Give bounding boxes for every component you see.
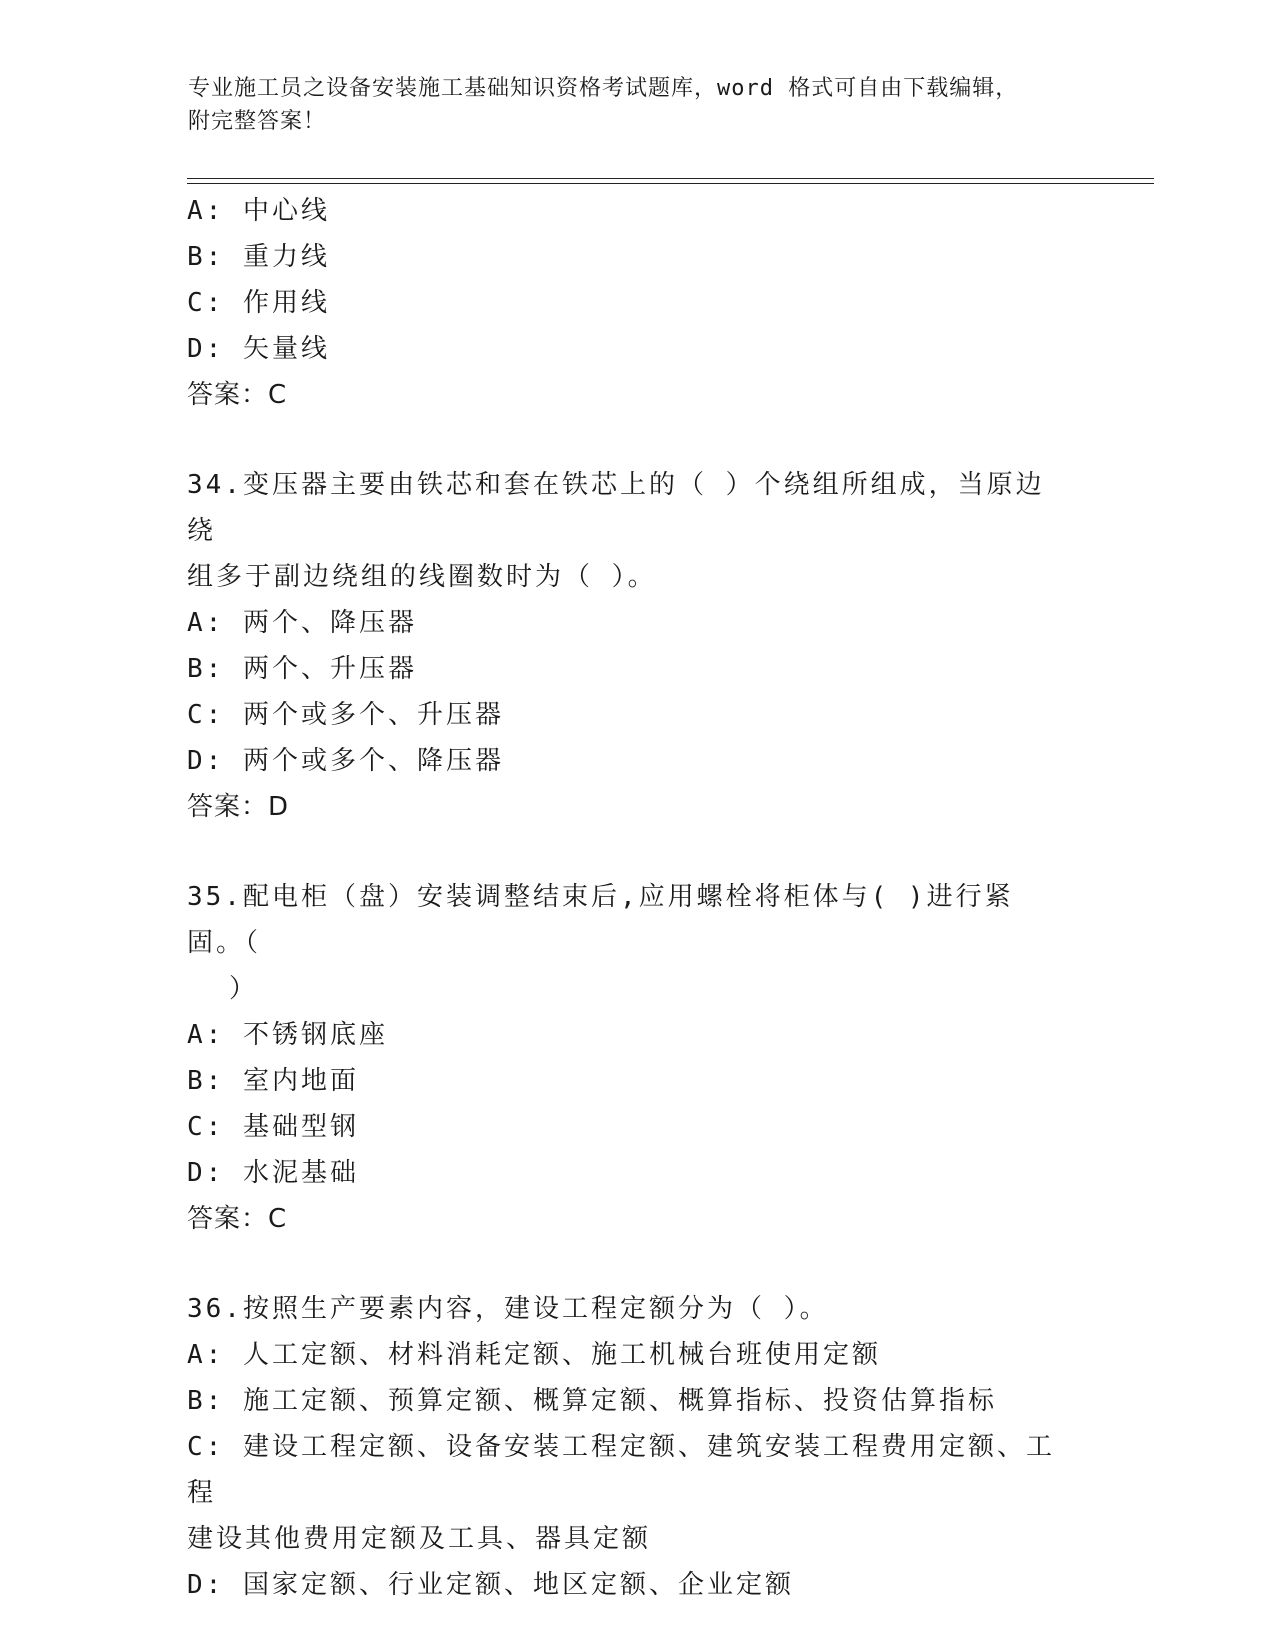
answer: 答案：C bbox=[187, 380, 288, 410]
option-a: A: 中心线 bbox=[187, 196, 330, 226]
question-list bbox=[187, 188, 1087, 1608]
question-33 bbox=[187, 188, 1087, 418]
option-d: D: 矢量线 bbox=[187, 334, 330, 364]
option-d: D: 国家定额、行业定额、地区定额、企业定额 bbox=[187, 1570, 794, 1600]
question-36 bbox=[187, 1286, 1087, 1608]
option-d: D: 两个或多个、降压器 bbox=[187, 746, 504, 776]
option-c-line-1: C: 建设工程定额、设备安装工程定额、建筑安装工程费用定额、工程 bbox=[187, 1432, 1055, 1508]
question-stem: 36.按照生产要素内容，建设工程定额分为（ ）。 bbox=[187, 1294, 829, 1324]
question-34 bbox=[187, 462, 1087, 830]
option-c-line-2: 建设其他费用定额及工具、器具定额 bbox=[187, 1524, 652, 1554]
option-b: B: 室内地面 bbox=[187, 1066, 359, 1096]
option-d: D: 水泥基础 bbox=[187, 1158, 359, 1188]
question-stem-line-2: ） bbox=[229, 974, 259, 1004]
option-b: B: 两个、升压器 bbox=[187, 654, 417, 684]
header-divider-bottom bbox=[187, 183, 1154, 184]
option-c bbox=[187, 1424, 1067, 1562]
question-stem-line-1: 34.变压器主要由铁芯和套在铁芯上的（ ）个绕组所组成，当原边绕 bbox=[187, 470, 1045, 546]
option-a: A: 两个、降压器 bbox=[187, 608, 417, 638]
question-stem-line-1: 35.配电柜（盘）安装调整结束后,应用螺栓将柜体与( )进行紧固。（ bbox=[187, 882, 1014, 958]
option-c: C: 两个或多个、升压器 bbox=[187, 700, 504, 730]
option-c: C: 基础型钢 bbox=[187, 1112, 359, 1142]
option-a: A: 人工定额、材料消耗定额、施工机械台班使用定额 bbox=[187, 1340, 881, 1370]
option-b: B: 施工定额、预算定额、概算定额、概算指标、投资估算指标 bbox=[187, 1386, 997, 1416]
question-35 bbox=[187, 874, 1087, 1242]
option-a: A: 不锈钢底座 bbox=[187, 1020, 388, 1050]
answer: 答案：D bbox=[187, 792, 290, 822]
question-stem bbox=[187, 462, 1067, 600]
question-stem-line-2: 组多于副边绕组的线圈数时为（ ）。 bbox=[187, 562, 657, 592]
header-line-2: 附完整答案！ bbox=[188, 109, 327, 134]
question-stem bbox=[187, 874, 1067, 1012]
header-divider-top bbox=[187, 178, 1154, 179]
answer: 答案：C bbox=[187, 1204, 288, 1234]
option-c: C: 作用线 bbox=[187, 288, 330, 318]
header-line-1: 专业施工员之设备安装施工基础知识资格考试题库，word 格式可自由下载编辑， bbox=[188, 76, 1019, 101]
document-header bbox=[188, 72, 1088, 138]
option-b: B: 重力线 bbox=[187, 242, 330, 272]
